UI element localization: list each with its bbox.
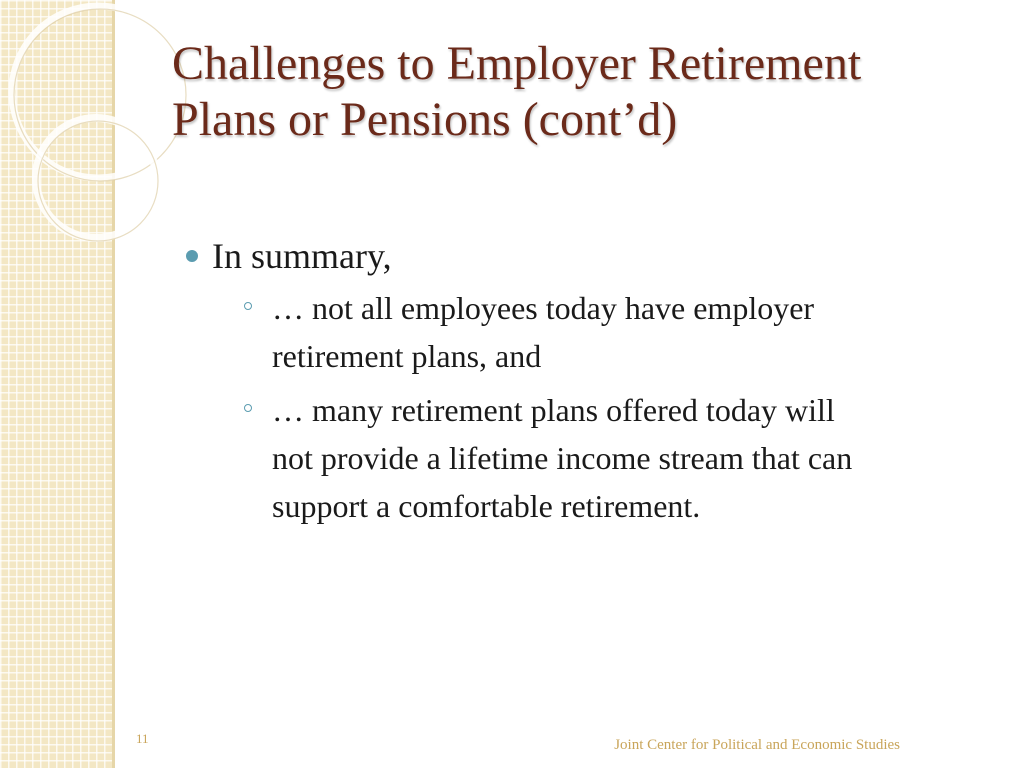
bullet-text: In summary,: [212, 236, 392, 276]
sub-bullet-item: [242, 386, 986, 530]
slide-title: [172, 36, 992, 148]
sub-bullet-line: not provide a lifetime income stream that can: [272, 440, 853, 476]
bullet-item: [186, 234, 986, 278]
sub-bullet-line: support a comfortable retirement.: [272, 488, 701, 524]
sub-bullet-line: … many retirement plans offered today will: [272, 392, 835, 428]
decorative-circles-icon: [0, 0, 200, 260]
ring-bullet-icon: [244, 302, 252, 310]
slide-title-line: Plans or Pensions (cont’d): [172, 93, 678, 146]
sub-bullet-list: [242, 284, 986, 530]
sub-bullet-line: … not all employees today have employer: [272, 290, 815, 326]
sub-bullet-line: retirement plans, and: [272, 338, 542, 374]
bullet-dot-icon: [186, 250, 198, 262]
page-number: 11: [136, 731, 149, 746]
footer-text: Joint Center for Political and Economic Studies: [614, 737, 900, 753]
slide-content: [186, 234, 986, 536]
sub-bullet-item: [242, 284, 986, 380]
slide-title-line: Challenges to Employer Retirement: [172, 37, 862, 90]
ring-bullet-icon: [244, 404, 252, 412]
